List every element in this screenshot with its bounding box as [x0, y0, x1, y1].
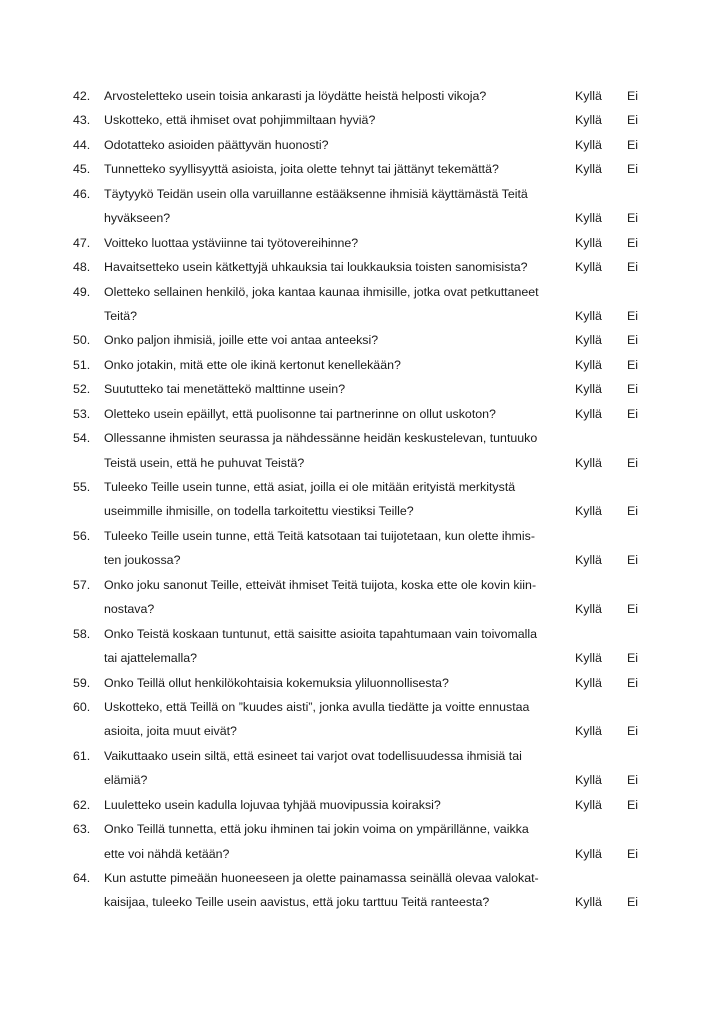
question-number: 61.: [73, 748, 91, 763]
question-text: Tuleeko Teille usein tunne, että asiat, joilla ei ole mitään erityistä merkitystä: [104, 480, 516, 494]
answer-no-option[interactable]: Ei: [627, 113, 639, 128]
question-item: [0, 573, 724, 622]
answer-yes-option[interactable]: Kyllä: [575, 211, 602, 226]
question-line: [0, 866, 724, 890]
question-text: Ollessanne ihmisten seurassa ja nähdessänne heidän keskustelevan, tuntuuko: [104, 431, 538, 446]
answer-yes-option[interactable]: Kyllä: [575, 89, 602, 103]
answer-yes-option[interactable]: Kyllä: [575, 724, 602, 739]
question-line: [0, 475, 724, 499]
answer-no-option[interactable]: Ei: [627, 382, 639, 397]
answer-yes-option[interactable]: Kyllä: [575, 846, 602, 861]
question-number: 42.: [73, 89, 91, 103]
question-text: asioita, joita muut eivät?: [104, 724, 237, 739]
question-text: Odotatteko asioiden päättyvän huonosti?: [104, 137, 329, 152]
answer-yes-option[interactable]: Kyllä: [575, 651, 602, 666]
question-text: elämiä?: [104, 773, 148, 788]
answer-yes-option[interactable]: Kyllä: [575, 504, 602, 519]
answer-no-option[interactable]: Ei: [627, 797, 639, 812]
question-line: [0, 451, 724, 475]
question-line: [0, 768, 724, 792]
question-text: Suututteko tai menetättekö malttinne usein?: [104, 382, 346, 397]
question-item: [0, 280, 724, 329]
answer-yes-option[interactable]: Kyllä: [575, 357, 602, 372]
answer-yes-option[interactable]: Kyllä: [575, 406, 602, 421]
question-line: [0, 304, 724, 328]
question-number: 52.: [73, 382, 91, 397]
question-line: [0, 280, 724, 304]
answer-no-option[interactable]: Ei: [627, 553, 639, 568]
question-line: [0, 842, 724, 866]
answer-yes-option[interactable]: Kyllä: [575, 260, 602, 275]
answer-no-option[interactable]: Ei: [627, 308, 639, 323]
question-number: 47.: [73, 235, 91, 250]
answer-yes-option[interactable]: Kyllä: [575, 553, 602, 568]
question-text: Teitä?: [104, 308, 138, 323]
question-text: Oletteko usein epäillyt, että puolisonne tai partnerinne on ollut uskoton?: [104, 406, 496, 421]
question-line: [0, 622, 724, 646]
question-line: [0, 573, 724, 597]
answer-yes-option[interactable]: Kyllä: [575, 382, 602, 397]
answer-no-option[interactable]: Ei: [627, 773, 639, 788]
question-item: [0, 353, 724, 377]
answer-no-option[interactable]: Ei: [627, 211, 639, 226]
question-item: [0, 817, 724, 866]
question-number: 59.: [73, 675, 91, 690]
question-text: Teistä usein, että he puhuvat Teistä?: [104, 455, 305, 470]
question-number: 43.: [73, 113, 91, 128]
question-text: hyväkseen?: [104, 211, 171, 226]
answer-no-option[interactable]: Ei: [627, 333, 639, 348]
question-text: Onko Teillä tunnetta, että joku ihminen tai jokin voima on ympärillänne, vaikka: [104, 822, 529, 837]
question-item: [0, 744, 724, 793]
answer-no-option[interactable]: Ei: [627, 235, 639, 250]
question-line: [0, 108, 724, 132]
question-line: [0, 793, 724, 817]
question-number: 63.: [73, 822, 91, 837]
question-line: [0, 377, 724, 401]
question-item: [0, 671, 724, 695]
answer-yes-option[interactable]: Kyllä: [575, 895, 602, 910]
answer-yes-option[interactable]: Kyllä: [575, 235, 602, 250]
question-number: 64.: [73, 871, 91, 885]
question-line: [0, 817, 724, 841]
question-number: 60.: [73, 699, 91, 714]
question-line: [0, 744, 724, 768]
question-line: [0, 890, 724, 914]
answer-yes-option[interactable]: Kyllä: [575, 308, 602, 323]
answer-no-option[interactable]: Ei: [627, 137, 639, 152]
answer-no-option[interactable]: Ei: [627, 651, 639, 666]
answer-yes-option[interactable]: Kyllä: [575, 675, 602, 690]
question-item: [0, 793, 724, 817]
question-line: [0, 353, 724, 377]
answer-no-option[interactable]: Ei: [627, 602, 639, 617]
question-item: [0, 328, 724, 352]
question-number: 44.: [73, 137, 91, 152]
answer-no-option[interactable]: Ei: [627, 675, 639, 690]
question-item: [0, 255, 724, 279]
question-item: [0, 133, 724, 157]
question-line: [0, 328, 724, 352]
question-number: 48.: [73, 260, 91, 275]
question-text: ette voi nähdä ketään?: [104, 846, 230, 861]
question-number: 62.: [73, 797, 91, 812]
answer-no-option[interactable]: Ei: [627, 260, 639, 275]
question-line: [0, 402, 724, 426]
question-number: 49.: [73, 284, 91, 299]
question-line: [0, 157, 724, 181]
question-text: Täytyykö Teidän usein olla varuillanne estääksenne ihmisiä käyttämästä Teitä: [104, 186, 528, 201]
question-line: [0, 426, 724, 450]
question-item: [0, 108, 724, 132]
answer-yes-option[interactable]: Kyllä: [575, 773, 602, 788]
question-text: nostava?: [104, 602, 155, 617]
question-item: [0, 182, 724, 231]
question-text: Uskotteko, että ihmiset ovat pohjimmiltaan hyviä?: [104, 113, 376, 128]
question-line: [0, 548, 724, 572]
answer-yes-option[interactable]: Kyllä: [575, 602, 602, 617]
questionnaire-page: [0, 84, 724, 915]
question-line: [0, 671, 724, 695]
question-text: Voitteko luottaa ystäviinne tai työtovereihinne?: [104, 235, 359, 250]
question-number: 45.: [73, 162, 91, 177]
question-item: [0, 157, 724, 181]
question-number: 50.: [73, 333, 91, 348]
question-item: [0, 475, 724, 524]
question-line: [0, 84, 724, 108]
question-text: Havaitsetteko usein kätkettyjä uhkauksia tai loukkauksia toisten sanomisista?: [104, 260, 528, 275]
question-line: [0, 133, 724, 157]
question-line: [0, 255, 724, 279]
question-item: [0, 377, 724, 401]
question-item: [0, 866, 724, 915]
question-text: Onko paljon ihmisiä, joille ette voi antaa anteeksi?: [104, 333, 379, 348]
question-number: 54.: [73, 431, 91, 446]
question-text: Uskotteko, että Teillä on ”kuudes aisti”, jonka avulla tiedätte ja voitte ennustaa: [104, 699, 530, 714]
question-number: 55.: [73, 480, 91, 494]
question-line: [0, 231, 724, 255]
question-text: Onko jotakin, mitä ette ole ikinä kertonut kenellekään?: [104, 357, 401, 372]
question-line: [0, 206, 724, 230]
question-text: ten joukossa?: [104, 553, 181, 568]
question-item: [0, 426, 724, 475]
question-item: [0, 84, 724, 108]
question-number: 56.: [73, 528, 91, 543]
question-text: Tuleeko Teille usein tunne, että Teitä katsotaan tai tuijotetaan, kun olette ihmis-: [104, 528, 535, 543]
question-text: Tunnetteko syyllisyyttä asioista, joita olette tehnyt tai jättänyt tekemättä?: [104, 162, 499, 177]
question-item: [0, 231, 724, 255]
answer-no-option[interactable]: Ei: [627, 406, 639, 421]
answer-no-option[interactable]: Ei: [627, 724, 639, 739]
question-item: [0, 524, 724, 573]
question-item: [0, 695, 724, 744]
answer-yes-option[interactable]: Kyllä: [575, 137, 602, 152]
question-line: [0, 499, 724, 523]
answer-yes-option[interactable]: Kyllä: [575, 797, 602, 812]
question-text: Onko Teillä ollut henkilökohtaisia kokemuksia yliluonnollisesta?: [104, 675, 449, 690]
answer-no-option[interactable]: Ei: [627, 357, 639, 372]
question-text: useimmille ihmisille, on todella tarkoitettu viestiksi Teille?: [104, 504, 414, 519]
question-line: [0, 646, 724, 670]
question-text: Vaikuttaako usein siltä, että esineet tai varjot ovat todellisuudessa ihmisiä tai: [104, 748, 522, 763]
answer-yes-option[interactable]: Kyllä: [575, 162, 602, 177]
question-line: [0, 695, 724, 719]
question-item: [0, 402, 724, 426]
question-text: Onko joku sanonut Teille, etteivät ihmiset Teitä tuijota, koska ette ole kovin kiin-: [104, 577, 537, 592]
question-text: Arvosteletteko usein toisia ankarasti ja löydätte heistä helposti vikoja?: [104, 89, 487, 103]
question-text: kaisijaa, tuleeko Teille usein aavistus, että joku tarttuu Teitä ranteesta?: [104, 895, 490, 910]
answer-no-option[interactable]: Ei: [627, 504, 639, 519]
question-line: [0, 719, 724, 743]
answer-yes-option[interactable]: Kyllä: [575, 455, 602, 470]
question-line: [0, 597, 724, 621]
question-number: 51.: [73, 357, 91, 372]
question-text: Onko Teistä koskaan tuntunut, että saisitte asioita tapahtumaan vain toivomalla: [104, 626, 538, 641]
question-line: [0, 182, 724, 206]
question-line: [0, 524, 724, 548]
question-number: 46.: [73, 186, 91, 201]
answer-no-option[interactable]: Ei: [627, 455, 639, 470]
question-text: Kun astutte pimeään huoneeseen ja olette painamassa seinällä olevaa valokat-: [104, 871, 539, 885]
question-text: Luuletteko usein kadulla lojuvaa tyhjää muovipussia koiraksi?: [104, 797, 441, 812]
answer-no-option[interactable]: Ei: [627, 162, 639, 177]
question-item: [0, 622, 724, 671]
answer-no-option[interactable]: Ei: [627, 846, 639, 861]
answer-yes-option[interactable]: Kyllä: [575, 113, 602, 128]
answer-no-option[interactable]: Ei: [627, 89, 639, 103]
answer-yes-option[interactable]: Kyllä: [575, 333, 602, 348]
question-number: 57.: [73, 577, 91, 592]
question-text: Oletteko sellainen henkilö, joka kantaa kaunaa ihmisille, jotka ovat petkuttaneet: [104, 284, 539, 299]
question-number: 58.: [73, 626, 91, 641]
answer-no-option[interactable]: Ei: [627, 895, 639, 910]
question-text: tai ajattelemalla?: [104, 651, 197, 666]
question-number: 53.: [73, 406, 91, 421]
